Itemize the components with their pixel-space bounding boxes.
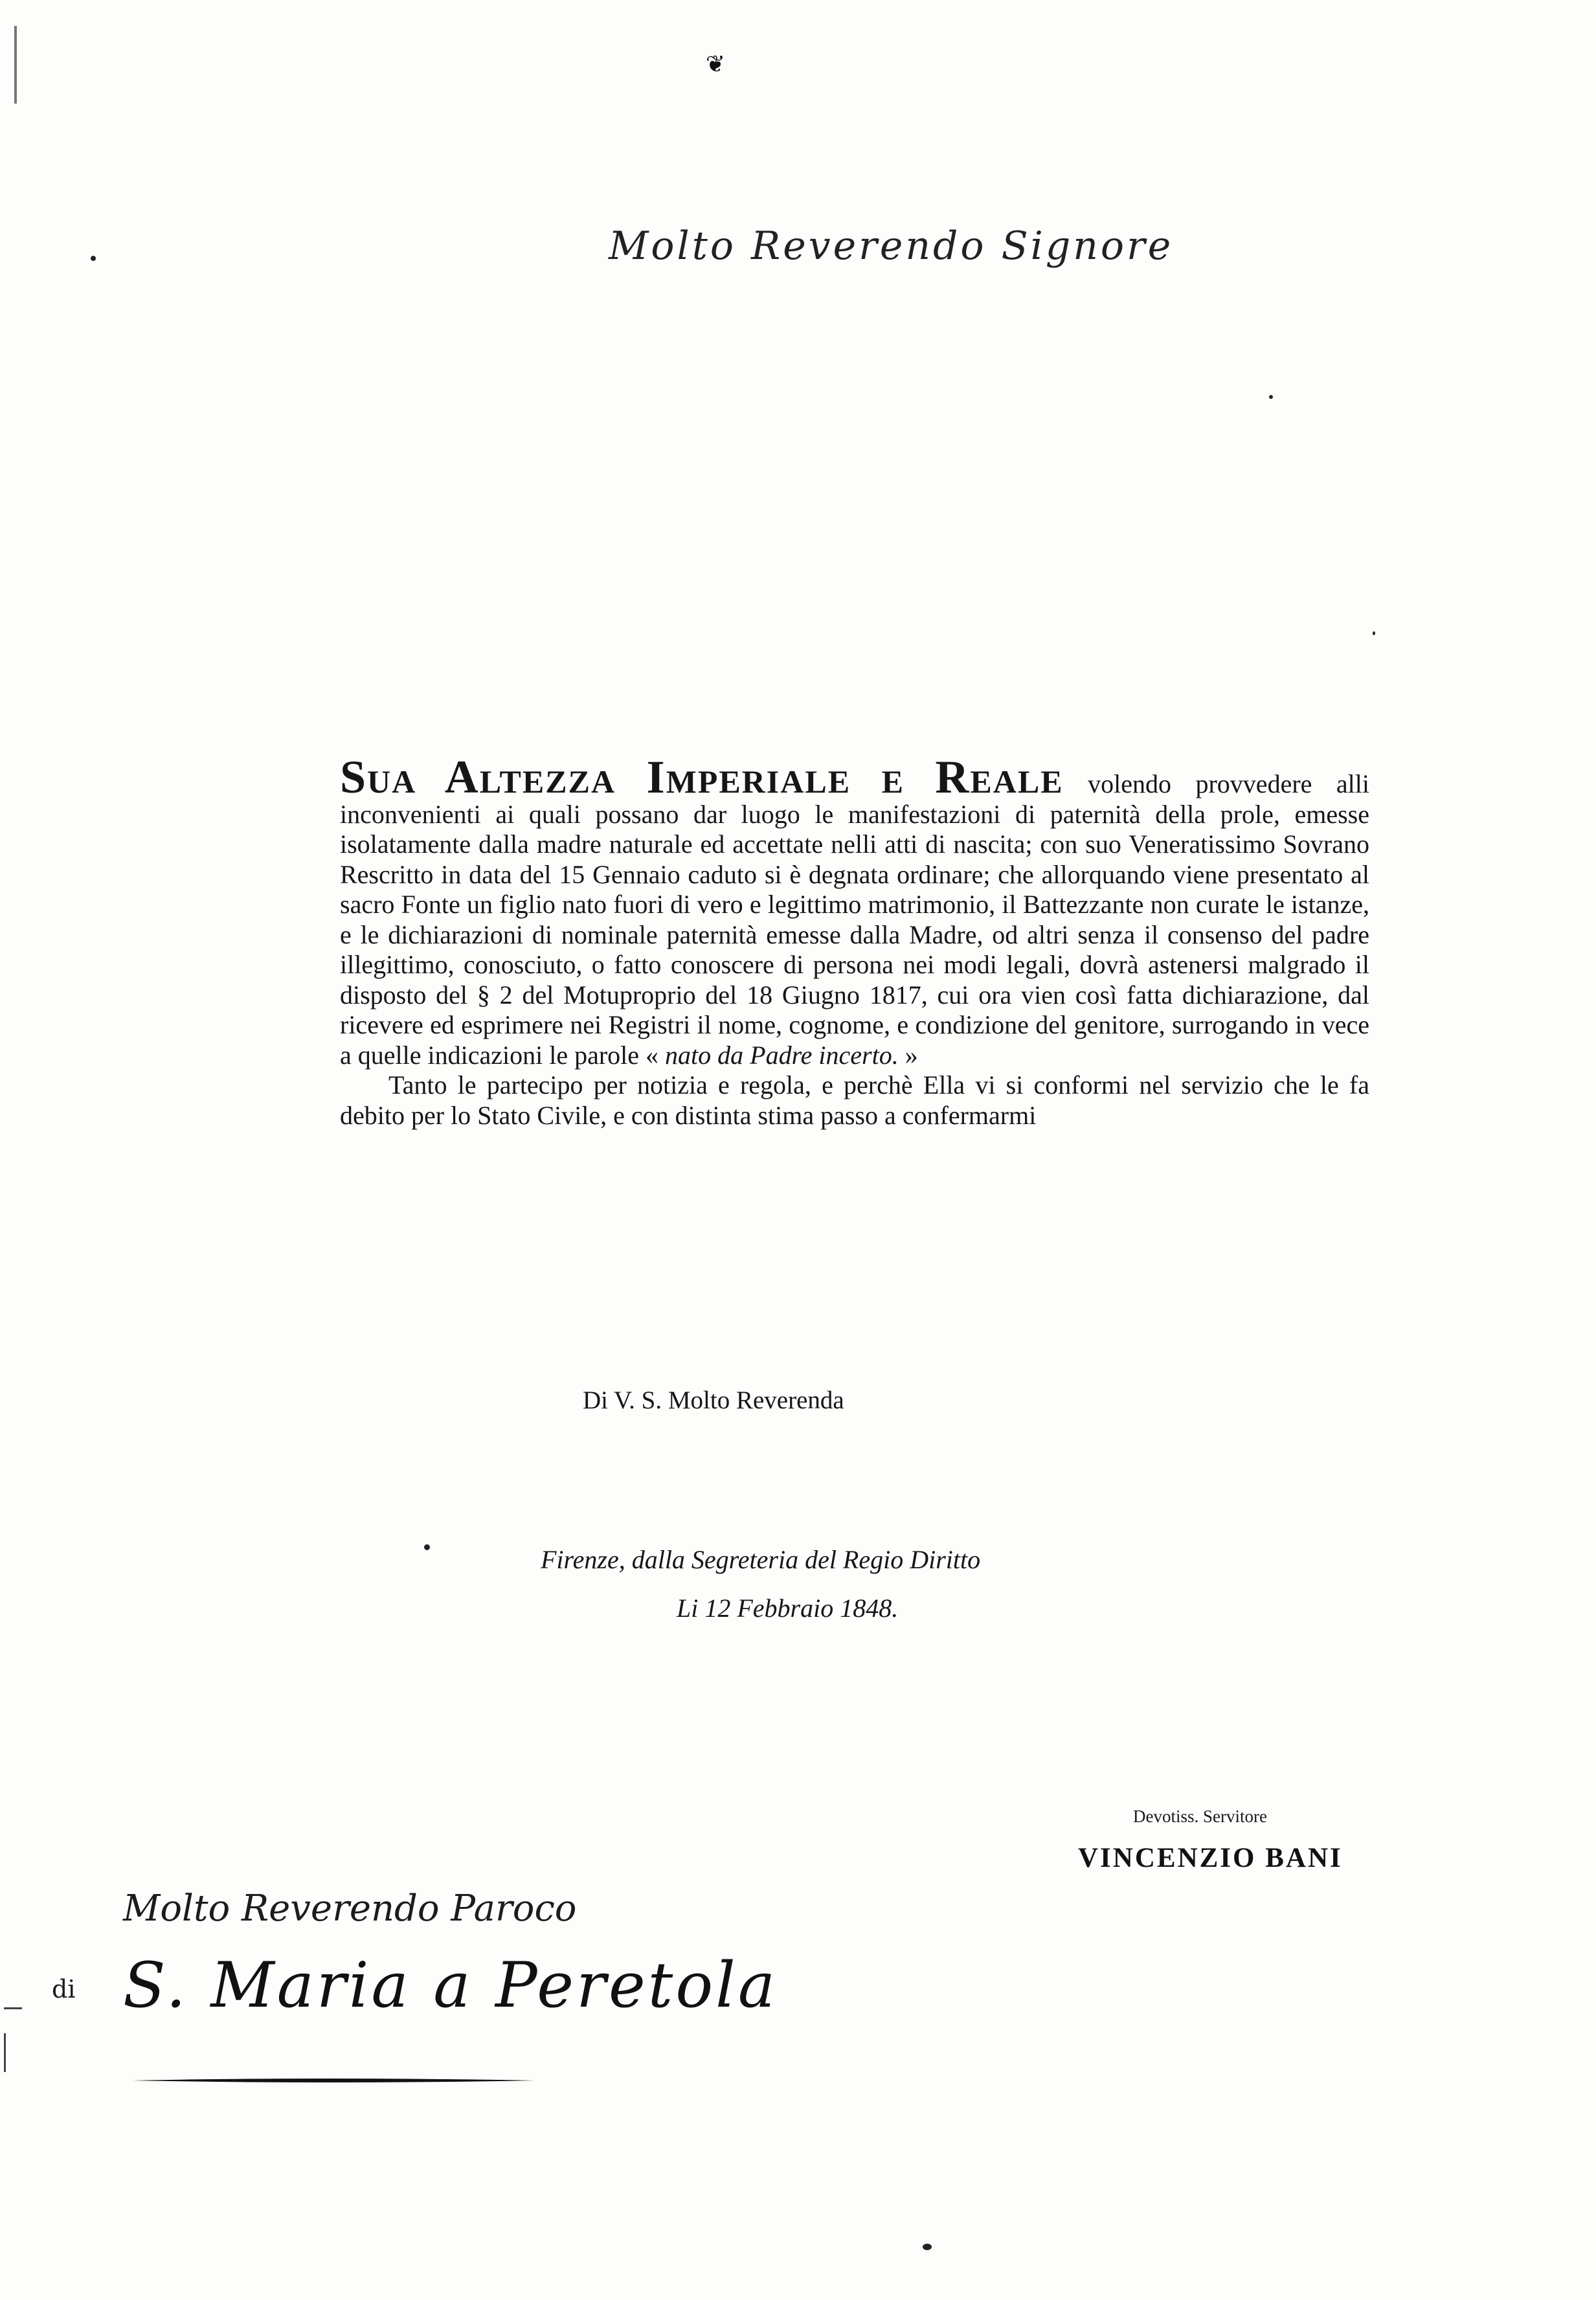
ink-speck [91,256,96,261]
ink-speck [1269,395,1273,399]
issuing-office: Firenze, dalla Segreteria del Regio Diritto [541,1545,981,1574]
issue-date: Li 12 Febbraio 1848. [677,1594,899,1623]
signer-name: VINCENZIO BANI [1078,1843,1343,1873]
decree-paragraph-2: Tanto le partecipo per notizia e regola, e perchè Ella vi si conformi nel servizio che le fa debito per lo Stato Civile, e con distinta stima passo a confermarmi [340,1070,1369,1130]
closing-formula: Di V. S. Molto Reverenda [583,1386,844,1414]
scan-edge-mark [4,2033,6,2072]
decree-paragraph-1 [340,751,1369,1070]
ink-speck [923,2244,932,2250]
parish-name: S. Maria a Peretola [123,1949,778,2022]
scan-edge-mark [14,26,17,104]
ink-speck [424,1544,430,1550]
addressee-title: Molto Reverendo Paroco [123,1888,577,1930]
decree-text: volendo provvedere alli inconvenienti ai quali possano dar luogo le manifestazioni di paternità della prole, emesse isolatamente dalla madre naturale ed accettate nelli atti di nascita; con suo Veneratissimo Sovrano Rescritto in data del 15 Gennaio caduto si è degnata ordinare; che allorquando viene presentato al sacro Fonte un figlio nato fuori di vero e legittimo matrimonio, il Battezzante non curate le istanze, e le dichiarazioni di nominale paternità emesse dalla Madre, od altri senza il consenso del padre illegittimo, conosciuto, o fatto conoscere di persona nei modi legali, dovrà astenersi malgrado il disposto del § 2 del Motuproprio del 18 Giugno 1817, cui ora vien così fatta dichiarazione, dal ricevere ed esprimere nei Registri il nome, cognome, e condizione del genitore, surrogando in vece a quelle indicazioni le parole « [340,769,1369,1070]
signature-label: Devotiss. Servitore [1133,1807,1267,1826]
decree-quote-close: » [905,1040,918,1070]
ink-speck [1373,631,1375,635]
decorative-rule [133,2075,534,2086]
decree-body [340,751,1369,1131]
header-ornament: ❦ [705,51,726,78]
decree-lead: Sua Altezza Imperiale e Reale [340,751,1064,803]
salutation: Molto Reverendo Signore [609,223,1174,269]
decree-quoted-phrase: nato da Padre incerto. [665,1040,899,1070]
scan-edge-mark [4,2007,22,2009]
addressee-preposition: di [52,1975,76,2003]
